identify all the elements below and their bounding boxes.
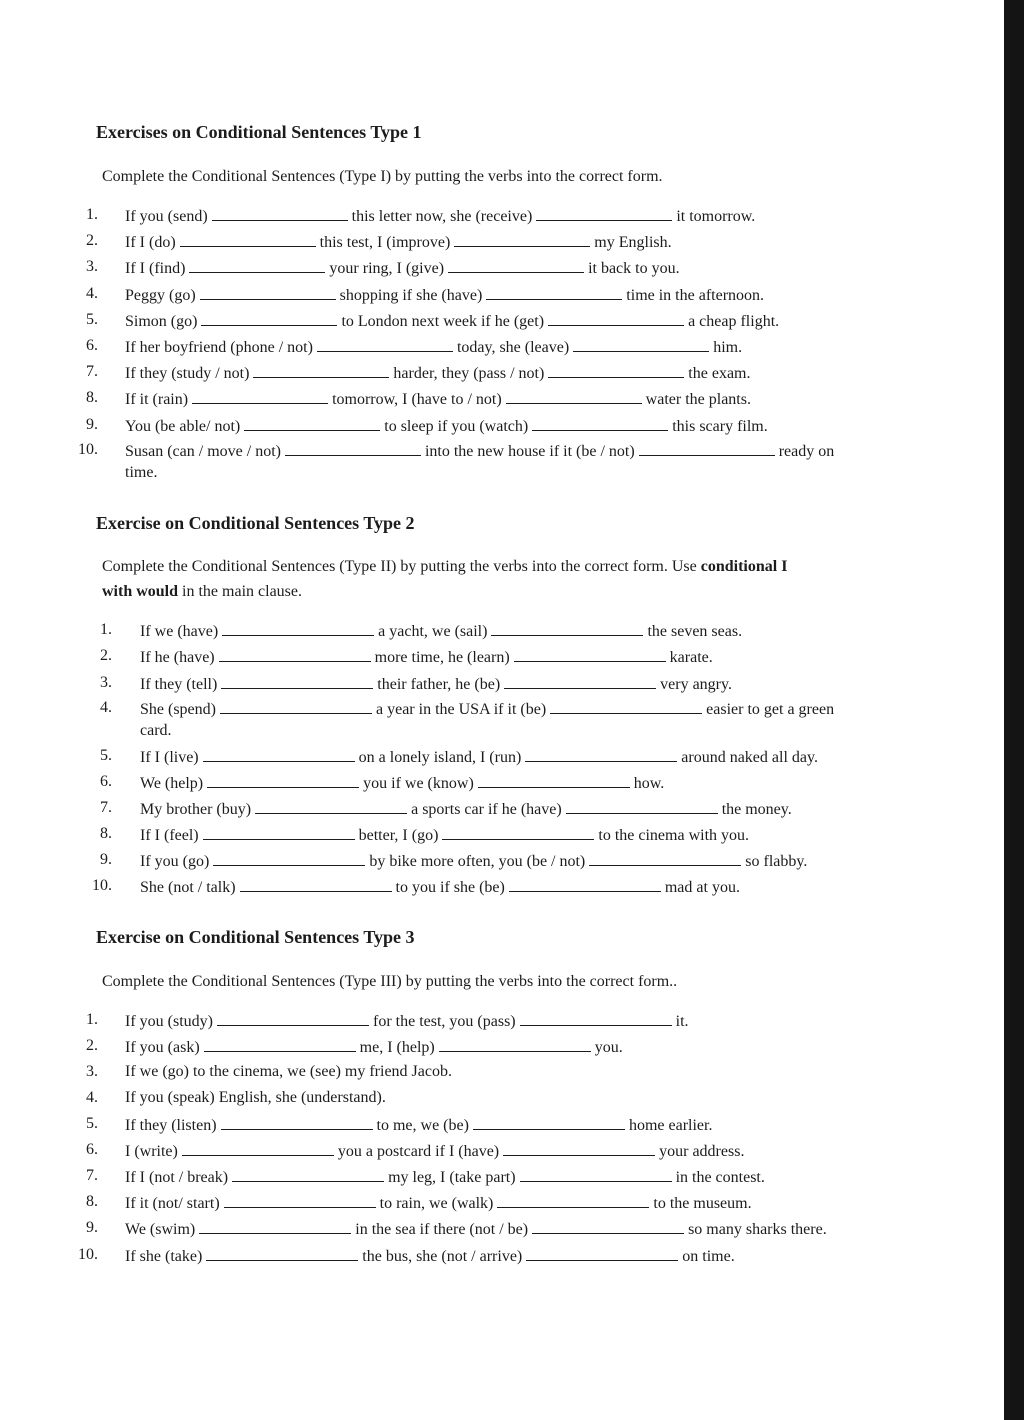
answer-blank[interactable] (520, 1167, 672, 1182)
clause-middle: your ring, I (give) (329, 260, 445, 277)
clause-end: this scary film. (672, 418, 768, 435)
clause-middle: better, I (go) (358, 827, 439, 844)
clause-middle: tomorrow, I (have to / not) (332, 391, 502, 408)
answer-blank[interactable] (224, 1193, 376, 1208)
answer-blank[interactable] (442, 825, 594, 840)
item-number: 3. (86, 1063, 98, 1080)
instruction-text-end: in the main clause. (182, 583, 302, 600)
item-number: 4. (86, 285, 98, 302)
clause-middle: for the test, you (pass) (372, 1013, 516, 1030)
answer-blank[interactable] (217, 1011, 369, 1026)
clause-start: We (help) (140, 775, 204, 792)
answer-blank[interactable] (532, 416, 668, 431)
section-3-instruction: Complete the Conditional Sentences (Type III) by putting the verbs into the correct form.. (102, 973, 678, 990)
item-number: 7. (86, 363, 98, 380)
clause-middle: a year in the USA if it (be) (375, 701, 547, 718)
answer-blank[interactable] (454, 232, 590, 247)
item-text (125, 285, 764, 305)
clause-middle: in the sea if there (not / be) (355, 1221, 529, 1238)
clause-start: You (be able/ not) (125, 418, 241, 435)
clause-end: to the museum. (653, 1195, 752, 1212)
clause-start: If I (do) (125, 234, 176, 251)
item-text (140, 647, 713, 667)
clause-middle: harder, they (pass / not) (393, 365, 545, 382)
item-text (125, 258, 680, 278)
clause-middle: to sleep if you (watch) (384, 418, 529, 435)
answer-blank[interactable] (240, 877, 392, 892)
clause-start: If you (go) (140, 853, 210, 870)
clause-end: it. (675, 1013, 689, 1030)
clause-middle: to rain, we (walk) (379, 1195, 494, 1212)
item-number: 1. (86, 206, 98, 223)
instruction-text: Complete the Conditional Sentences (Type II) by putting the verbs into the correct form. Use (102, 558, 697, 575)
answer-blank[interactable] (548, 363, 684, 378)
answer-blank[interactable] (201, 311, 337, 326)
clause-start: She (not / talk) (140, 879, 236, 896)
item-text (125, 1193, 752, 1213)
clause-start: If I (not / break) (125, 1169, 229, 1186)
clause-start: My brother (buy) (140, 801, 252, 818)
answer-blank[interactable] (526, 1246, 678, 1261)
item-continuation: card. (140, 722, 172, 739)
clause-start: Peggy (go) (125, 287, 196, 304)
clause-middle: a yacht, we (sail) (378, 623, 488, 640)
answer-blank[interactable] (204, 1037, 356, 1052)
clause-middle: to me, we (be) (376, 1117, 469, 1134)
clause-end: water the plants. (645, 391, 751, 408)
instruction-bold-conditional: conditional I (700, 558, 788, 575)
clause-middle: me, I (help) (359, 1039, 435, 1056)
item-text (125, 337, 742, 357)
clause-end: on time. (682, 1248, 735, 1265)
clause-middle: into the new house if it (be / not) (424, 443, 635, 460)
item-number: 8. (86, 389, 98, 406)
clause-end: karate. (669, 649, 713, 666)
answer-blank[interactable] (182, 1141, 334, 1156)
item-text (125, 1141, 744, 1161)
answer-blank[interactable] (503, 1141, 655, 1156)
answer-blank[interactable] (206, 1246, 358, 1261)
item-text (140, 851, 807, 871)
item-text (125, 1037, 623, 1057)
answer-blank[interactable] (497, 1193, 649, 1208)
clause-start: If it (rain) (125, 391, 189, 408)
item-continuation: time. (125, 464, 158, 481)
item-number: 1. (100, 621, 112, 638)
item-text (125, 441, 835, 481)
item-text (140, 747, 818, 767)
answer-blank[interactable] (212, 206, 348, 221)
item-number: 6. (100, 773, 112, 790)
instruction-bold-would: with would (102, 583, 179, 600)
item-number: 4. (86, 1089, 98, 1106)
answer-blank[interactable] (180, 232, 316, 247)
item-text (140, 799, 792, 819)
clause-start: If her boyfriend (phone / not) (125, 339, 313, 356)
clause-end: to the cinema with you. (598, 827, 750, 844)
answer-blank[interactable] (439, 1037, 591, 1052)
answer-blank[interactable] (566, 799, 718, 814)
answer-blank[interactable] (192, 389, 328, 404)
answer-blank[interactable] (221, 1115, 373, 1130)
answer-blank[interactable] (478, 773, 630, 788)
clause-start: Simon (go) (125, 313, 198, 330)
clause-middle: to London next week if he (get) (341, 313, 545, 330)
clause-start: She (spend) (140, 701, 216, 718)
clause-end: home earlier. (628, 1117, 713, 1134)
clause-end: the seven seas. (647, 623, 743, 640)
clause-end: ready on (778, 443, 835, 460)
item-number: 9. (86, 416, 98, 433)
item-number: 9. (86, 1219, 98, 1236)
clause-start: If she (take) (125, 1248, 203, 1265)
answer-blank[interactable] (550, 699, 702, 714)
clause-start: If they (study / not) (125, 365, 250, 382)
item-number: 10. (78, 1246, 98, 1263)
answer-blank[interactable] (200, 285, 336, 300)
answer-blank[interactable] (255, 799, 407, 814)
answer-blank[interactable] (573, 337, 709, 352)
clause-end: your address. (659, 1143, 745, 1160)
answer-blank[interactable] (285, 441, 421, 456)
item-number: 7. (86, 1167, 98, 1184)
clause-start: If we (go) to the cinema, we (see) my friend Jacob. (125, 1063, 452, 1080)
item-text (125, 1115, 712, 1135)
item-number: 2. (86, 1037, 98, 1054)
item-text (125, 389, 751, 409)
item-number: 10. (78, 441, 98, 458)
clause-middle: this test, I (improve) (319, 234, 451, 251)
clause-start: If you (speak) English, she (understand). (125, 1089, 386, 1106)
clause-middle: you a postcard if I (have) (337, 1143, 500, 1160)
answer-blank[interactable] (509, 877, 661, 892)
item-number: 9. (100, 851, 112, 868)
answer-blank[interactable] (220, 699, 372, 714)
section-1-instruction: Complete the Conditional Sentences (Type I) by putting the verbs into the correct form. (102, 168, 663, 185)
item-number: 1. (86, 1011, 98, 1028)
answer-blank[interactable] (589, 851, 741, 866)
page-edge-bar (1004, 0, 1024, 1420)
answer-blank[interactable] (221, 674, 373, 689)
answer-blank[interactable] (203, 747, 355, 762)
clause-start: If you (study) (125, 1013, 213, 1030)
answer-blank[interactable] (232, 1167, 384, 1182)
clause-start: If it (not/ start) (125, 1195, 220, 1212)
answer-blank[interactable] (548, 311, 684, 326)
item-number: 8. (100, 825, 112, 842)
answer-blank[interactable] (244, 416, 380, 431)
clause-end: very angry. (660, 676, 732, 693)
item-number: 10. (92, 877, 112, 894)
answer-blank[interactable] (473, 1115, 625, 1130)
clause-end: the money. (721, 801, 792, 818)
clause-middle: today, she (leave) (456, 339, 570, 356)
item-text (125, 363, 751, 383)
clause-start: Susan (can / move / not) (125, 443, 281, 460)
clause-start: If I (feel) (140, 827, 199, 844)
answer-blank[interactable] (199, 1219, 351, 1234)
item-text (125, 311, 779, 331)
clause-start: If you (send) (125, 208, 208, 225)
answer-blank[interactable] (486, 285, 622, 300)
clause-end: it tomorrow. (676, 208, 756, 225)
answer-blank[interactable] (317, 337, 453, 352)
item-number: 8. (86, 1193, 98, 1210)
item-text (125, 1219, 827, 1239)
clause-middle: this letter now, she (receive) (351, 208, 533, 225)
clause-start: If he (have) (140, 649, 215, 666)
answer-blank[interactable] (504, 674, 656, 689)
clause-middle: you if we (know) (363, 775, 474, 792)
clause-start: If I (find) (125, 260, 186, 277)
item-text (125, 1246, 735, 1266)
answer-blank[interactable] (491, 621, 643, 636)
item-number: 7. (100, 799, 112, 816)
item-number: 5. (100, 747, 112, 764)
item-number: 2. (100, 647, 112, 664)
section-2-title: Exercise on Conditional Sentences Type 2 (96, 513, 415, 533)
clause-end: in the contest. (675, 1169, 765, 1186)
item-number: 5. (86, 311, 98, 328)
clause-middle: their father, he (be) (377, 676, 501, 693)
clause-middle: my leg, I (take part) (388, 1169, 516, 1186)
answer-blank[interactable] (448, 258, 584, 273)
item-number: 6. (86, 1141, 98, 1158)
clause-end: you. (594, 1039, 623, 1056)
answer-blank[interactable] (222, 621, 374, 636)
item-text (125, 1063, 452, 1081)
item-text (125, 232, 672, 252)
item-number: 4. (100, 699, 112, 716)
clause-middle: on a lonely island, I (run) (358, 749, 522, 766)
item-text (140, 621, 742, 641)
item-text (140, 877, 740, 897)
clause-end: him. (713, 339, 743, 356)
clause-start: If they (listen) (125, 1117, 217, 1134)
answer-blank[interactable] (213, 851, 365, 866)
clause-middle: a sports car if he (have) (411, 801, 562, 818)
clause-start: I (write) (125, 1143, 178, 1160)
clause-end: around naked all day. (681, 749, 818, 766)
item-text (125, 1011, 689, 1031)
item-text (125, 1167, 765, 1187)
clause-middle: the bus, she (not / arrive) (362, 1248, 523, 1265)
clause-end: easier to get a green (706, 701, 835, 718)
clause-end: how. (633, 775, 665, 792)
clause-start: If I (live) (140, 749, 199, 766)
clause-end: so flabby. (745, 853, 808, 870)
clause-end: the exam. (688, 365, 751, 382)
item-number: 6. (86, 337, 98, 354)
section-3-title: Exercise on Conditional Sentences Type 3 (96, 927, 415, 947)
clause-end: so many sharks there. (688, 1221, 827, 1238)
answer-blank[interactable] (532, 1219, 684, 1234)
answer-blank[interactable] (189, 258, 325, 273)
item-number: 2. (86, 232, 98, 249)
item-text (125, 206, 755, 226)
answer-blank[interactable] (514, 647, 666, 662)
clause-start: If we (have) (140, 623, 219, 640)
answer-blank[interactable] (207, 773, 359, 788)
item-text (140, 674, 732, 694)
answer-blank[interactable] (506, 389, 642, 404)
clause-middle: more time, he (learn) (374, 649, 510, 666)
item-number: 5. (86, 1115, 98, 1132)
section-1-title: Exercises on Conditional Sentences Type 1 (96, 122, 422, 142)
clause-start: If you (ask) (125, 1039, 200, 1056)
clause-middle: shopping if she (have) (339, 287, 483, 304)
clause-end: it back to you. (588, 260, 680, 277)
clause-end: mad at you. (664, 879, 740, 896)
clause-start: We (swim) (125, 1221, 196, 1238)
item-text (140, 825, 749, 845)
item-text (140, 699, 835, 739)
answer-blank[interactable] (639, 441, 775, 456)
clause-end: a cheap flight. (688, 313, 780, 330)
answer-blank[interactable] (520, 1011, 672, 1026)
clause-end: my English. (594, 234, 672, 251)
item-text (125, 1089, 386, 1107)
item-number: 3. (86, 258, 98, 275)
section-2-instruction (102, 554, 922, 604)
answer-blank[interactable] (203, 825, 355, 840)
answer-blank[interactable] (536, 206, 672, 221)
clause-start: If they (tell) (140, 676, 218, 693)
clause-end: time in the afternoon. (626, 287, 765, 304)
answer-blank[interactable] (525, 747, 677, 762)
answer-blank[interactable] (253, 363, 389, 378)
clause-middle: by bike more often, you (be / not) (369, 853, 586, 870)
item-text (140, 773, 664, 793)
item-text (125, 416, 768, 436)
item-number: 3. (100, 674, 112, 691)
clause-middle: to you if she (be) (395, 879, 505, 896)
answer-blank[interactable] (219, 647, 371, 662)
